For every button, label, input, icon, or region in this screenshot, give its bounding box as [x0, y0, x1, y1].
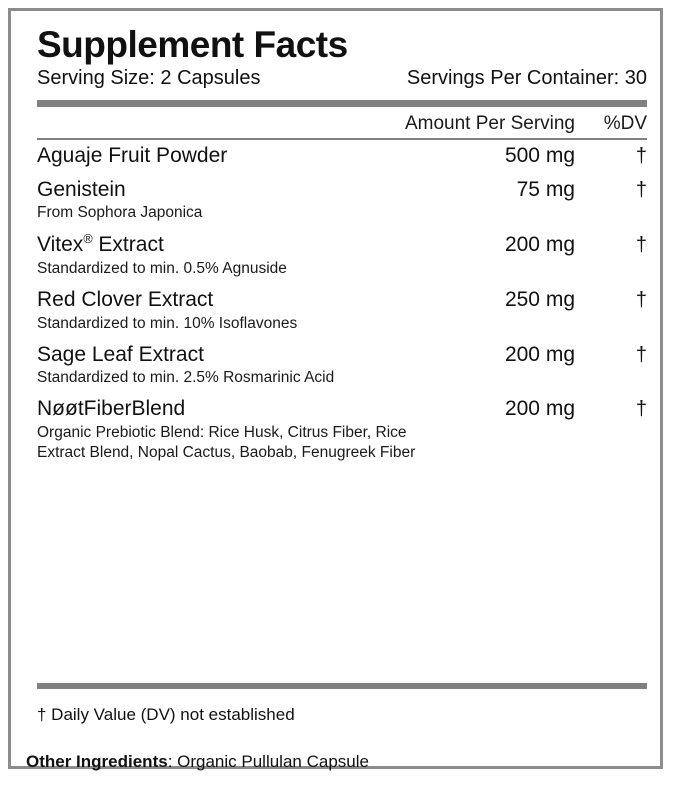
ingredient-subtext: Standardized to min. 10% Isoflavones: [37, 314, 298, 332]
ingredient-subtext: Standardized to min. 0.5% Agnuside: [37, 260, 287, 278]
ingredient-main-row: [37, 178, 647, 203]
ingredient-amount: 200 mg: [504, 233, 575, 257]
ingredient-dv: †: [635, 144, 647, 167]
ingredient-dv: †: [635, 178, 647, 201]
ingredient-dv: †: [635, 234, 647, 257]
ingredient-main-row: [37, 397, 647, 422]
serving-info-row: [37, 67, 647, 90]
other-ingredients-label: Other Ingredients: [26, 752, 168, 771]
header-percent-dv: %DV: [603, 112, 647, 134]
list-item: [37, 397, 647, 462]
ingredient-dv: †: [635, 343, 647, 366]
header-amount-per-serving: Amount Per Serving: [404, 112, 575, 134]
ingredient-amount: 500 mg: [504, 143, 575, 167]
ingredient-amount: 200 mg: [504, 397, 575, 421]
ingredient-dv: †: [635, 398, 647, 421]
divider-thin-header: [37, 138, 647, 140]
ingredient-main-row: [37, 144, 647, 169]
ingredient-name: NøøtFiberBlend: [37, 397, 186, 421]
ingredient-main-row: [37, 288, 647, 313]
ingredient-list: [37, 144, 647, 463]
serving-size: [37, 67, 260, 90]
other-ingredients: [26, 752, 646, 772]
ingredient-amount: 200 mg: [504, 342, 575, 366]
column-headers: [37, 113, 647, 135]
ingredient-main-row: [37, 343, 647, 368]
ingredient-name: Sage Leaf Extract: [37, 342, 204, 366]
ingredient-amount: 75 mg: [516, 177, 575, 201]
ingredient-name: Aguaje Fruit Powder: [37, 143, 228, 167]
other-ingredients-value: : Organic Pullulan Capsule: [167, 752, 369, 771]
servings-per-container-label: Servings Per Container:: [406, 66, 620, 89]
list-item: [37, 288, 647, 334]
list-item: [37, 178, 647, 224]
ingredient-dv: †: [635, 288, 647, 311]
daily-value-footnote: † Daily Value (DV) not established: [37, 705, 295, 724]
ingredient-amount: 250 mg: [504, 287, 575, 311]
supplement-facts-panel: [8, 8, 663, 769]
ingredient-name: Genistein: [37, 177, 126, 201]
divider-thick-bottom: [37, 683, 647, 689]
ingredient-main-row: [37, 232, 647, 258]
page-title: Supplement Facts: [37, 24, 348, 65]
divider-thick-top: [37, 100, 647, 107]
ingredient-name: Red Clover Extract: [37, 287, 214, 311]
list-item: [37, 232, 647, 279]
servings-per-container: [407, 67, 647, 90]
serving-size-value: 2 Capsules: [160, 66, 261, 89]
list-item: [37, 144, 647, 169]
list-item: [37, 343, 647, 389]
servings-per-container-value: 30: [624, 66, 647, 89]
ingredient-subtext: Organic Prebiotic Blend: Rice Husk, Citrus Fiber, Rice Extract Blend, Nopal Cactus, Baobab, Fenugreek Fiber: [37, 423, 416, 461]
ingredient-subtext: Standardized to min. 2.5% Rosmarinic Acid: [37, 369, 335, 387]
supplement-facts-content: [37, 25, 647, 472]
ingredient-subtext: From Sophora Japonica: [37, 204, 203, 222]
ingredient-name: Vitex® Extract: [37, 232, 164, 257]
serving-size-label: Serving Size:: [37, 66, 155, 89]
